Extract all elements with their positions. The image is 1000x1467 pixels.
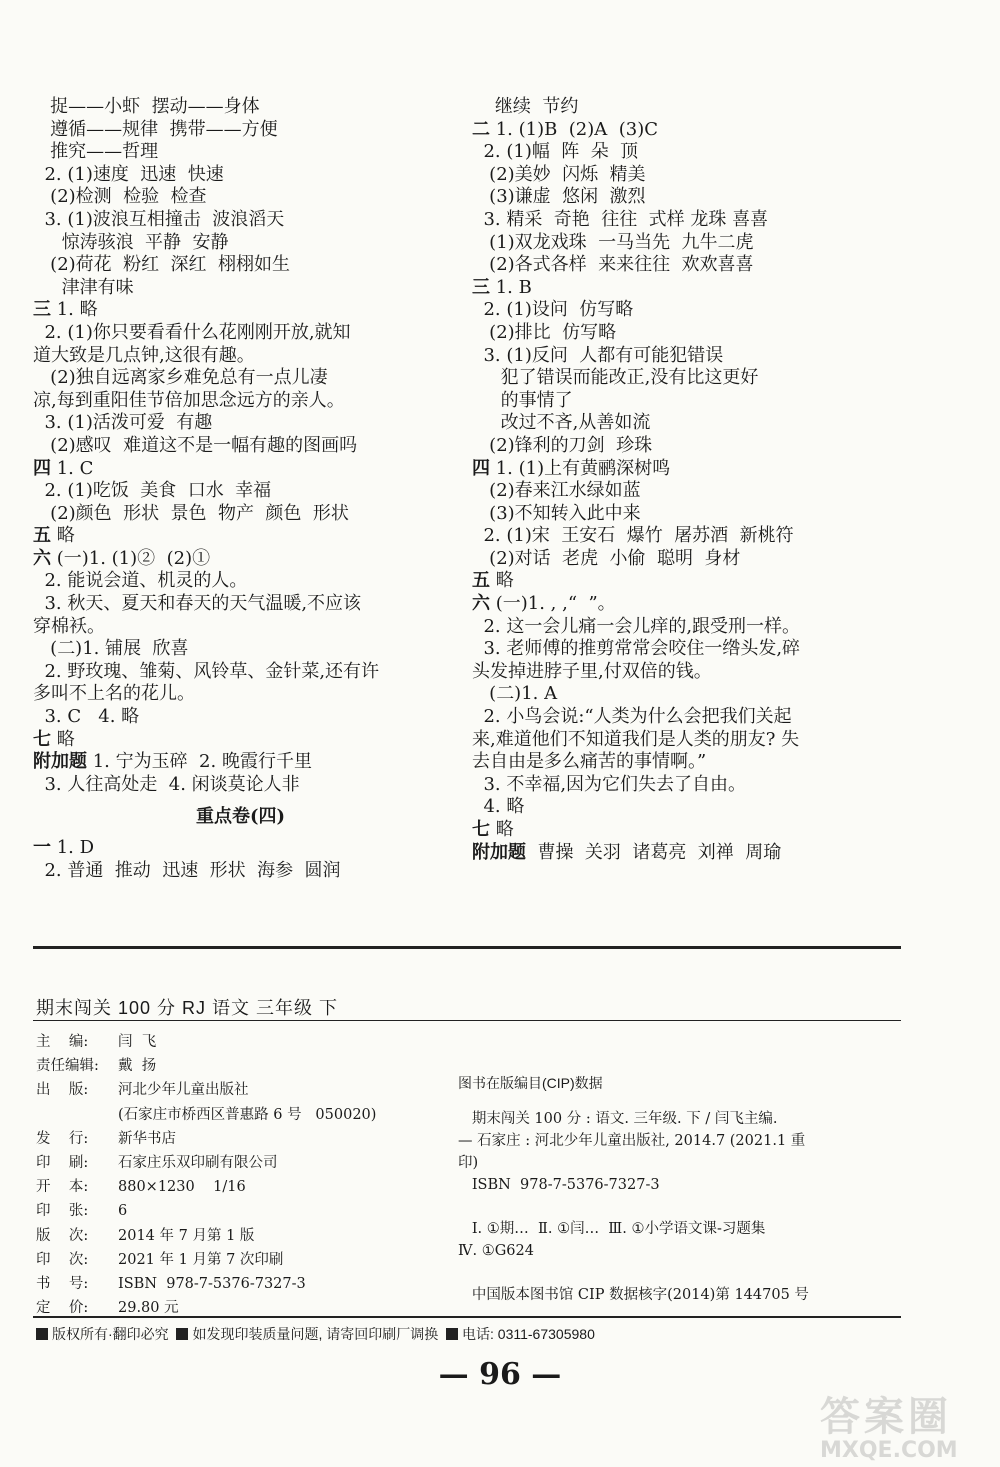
cip-row <box>458 1262 898 1284</box>
answer-line: (2)颜色 形状 景色 物产 颜色 形状 <box>33 502 349 524</box>
answer-line: 3. 精采 奇艳 往往 式样 龙珠 喜喜 <box>472 208 769 230</box>
answer-line: 犯了错误而能改正,没有比这更好 <box>472 367 759 389</box>
answer-line: (2)排比 仿写略 <box>472 321 617 343</box>
square-icon <box>446 1328 458 1340</box>
answer-line: 2. 野玫瑰、雏菊、风铃草、金针菜,还有许 <box>33 660 380 682</box>
answer-line: 推究——哲理 <box>33 141 159 163</box>
colophon-key: 发 行: <box>36 1130 89 1147</box>
answer-line: 三 1. B <box>472 276 532 298</box>
section-marker: 六 <box>472 593 490 615</box>
answer-line: 2. 能说会道、机灵的人。 <box>33 570 248 592</box>
colophon-row <box>36 1151 456 1175</box>
answer-line: 二 1. (1)B (2)A (3)C <box>472 118 658 140</box>
colophon-key: 版 次: <box>36 1227 89 1244</box>
answer-line: 四 1. (1)上有黄鹂深树鸣 <box>472 457 671 479</box>
answer-line: 多叫不上名的花儿。 <box>33 683 195 705</box>
colophon-value: 戴 扬 <box>118 1058 157 1075</box>
answer-line: 2. (1)宋 王安石 爆竹 屠苏酒 新桃符 <box>472 525 794 547</box>
answer-line: (二)1. A <box>472 683 558 705</box>
answer-line: (2)检测 检验 检查 <box>33 186 207 208</box>
answer-line: (2)锋利的刀剑 珍珠 <box>472 434 653 456</box>
colophon-value: 石家庄乐双印刷有限公司 <box>118 1154 278 1171</box>
answer-line: 2. (1)设问 仿写略 <box>472 299 634 321</box>
section-marker: 二 <box>472 118 490 140</box>
watermark-logo <box>820 1385 990 1463</box>
section-marker: 附加题 <box>472 841 526 863</box>
section-title: 重点卷(四) <box>195 806 286 828</box>
answer-line: (2)感叹 难道这不是一幅有趣的图画吗 <box>33 434 358 456</box>
section-marker: 四 <box>472 457 490 479</box>
divider-rule <box>33 946 901 949</box>
section-marker: 五 <box>472 570 490 592</box>
answer-line: 2. (1)你只要看看什么花刚刚开放,就知 <box>33 321 351 343</box>
answer-line: (2)荷花 粉红 深红 栩栩如生 <box>33 254 290 276</box>
answer-line: 六 (一)1. , ,“ ”。 <box>472 593 616 615</box>
section-marker: 七 <box>472 819 490 840</box>
cip-row: ISBN 978-7-5376-7327-3 <box>458 1177 660 1193</box>
answer-line: 3. 人往高处走 4. 闲谈莫论人非 <box>33 773 300 795</box>
cip-row: Ⅰ. ①期… Ⅱ. ①闫… Ⅲ. ①小学语文课-习题集 <box>458 1221 766 1237</box>
section-marker: 附加题 <box>33 751 87 773</box>
answer-line: 附加题 曹操 关羽 诸葛亮 刘禅 周瑜 <box>472 841 782 863</box>
colophon-key: 责任编辑: <box>36 1058 99 1075</box>
cip-row: — 石家庄 : 河北少年儿童出版社, 2014.7 (2021.1 重 <box>458 1133 806 1149</box>
colophon-key: 印 刷: <box>36 1154 89 1171</box>
answer-line: 惊涛骇浪 平静 安静 <box>33 231 229 253</box>
section-marker: 六 <box>33 547 51 569</box>
colophon-row <box>36 1199 456 1223</box>
colophon-value: 2021 年 1 月第 7 次印刷 <box>118 1251 284 1268</box>
answer-line: 4. 略 <box>472 796 525 818</box>
answer-line: 2. (1)吃饭 美食 口水 幸福 <box>33 480 272 502</box>
colophon-value: 880×1230 1/16 <box>118 1179 246 1196</box>
colophon-row <box>36 1224 456 1248</box>
answer-line: (3)不知转入此中来 <box>472 502 641 524</box>
left-answer-column <box>33 96 448 882</box>
colophon-value: 新华书店 <box>118 1130 176 1147</box>
cip-title: 图书在版编目(CIP)数据 <box>458 1075 603 1091</box>
section-marker: 三 <box>33 299 51 321</box>
page-number: — 96 — <box>438 1357 562 1392</box>
answer-line: (2)对话 老虎 小偷 聪明 身材 <box>472 547 741 569</box>
colophon-row <box>36 1054 456 1078</box>
colophon-row <box>36 1078 456 1102</box>
colophon-value: 29.80 元 <box>118 1300 179 1317</box>
cip-row: 中国版本图书馆 CIP 数据核字(2014)第 144705 号 <box>458 1287 809 1303</box>
colophon-key: 印 次: <box>36 1251 89 1268</box>
answer-line: 穿棉袄。 <box>33 615 105 637</box>
answer-line: 三 1. 略 <box>33 299 98 321</box>
answer-line: 五 略 <box>472 570 514 592</box>
watermark-url: MXQE.COM <box>820 1438 958 1463</box>
phone-text: 电话: 0311-67305980 <box>462 1326 595 1342</box>
colophon-rule <box>33 1020 901 1021</box>
square-icon <box>36 1328 48 1340</box>
answer-line: 3. (1)反问 人都有可能犯错误 <box>472 344 724 366</box>
colophon-key: 主 编: <box>36 1034 89 1050</box>
copyright-text: 版权所有·翻印必究 <box>52 1326 169 1342</box>
colophon-row <box>36 1103 456 1127</box>
colophon-key: 印 张: <box>36 1203 89 1220</box>
answer-line: 3. 秋天、夏天和春天的天气温暖,不应该 <box>33 593 362 615</box>
section-marker: 一 <box>33 837 51 858</box>
answer-line: 七 略 <box>33 728 75 750</box>
answer-line: 五 略 <box>33 525 75 547</box>
colophon-value: 河北少年儿童出版社 <box>118 1082 249 1099</box>
watermark-text: 答案圈 <box>820 1394 952 1440</box>
colophon-key: 书 号: <box>36 1275 89 1292</box>
colophon-row <box>36 1127 456 1151</box>
answer-line: (2)独自远离家乡难免总有一点儿凄 <box>33 367 328 389</box>
colophon-row <box>36 1248 456 1272</box>
answer-line: 的事情了 <box>472 389 573 411</box>
colophon-key: 开 本: <box>36 1179 89 1196</box>
answer-line: 道大致是几点钟,这很有趣。 <box>33 344 255 366</box>
answer-line: 捉——小虾 摆动——身体 <box>33 96 260 117</box>
answer-line: 3. (1)波浪互相撞击 波浪滔天 <box>33 208 285 230</box>
answer-line: 津津有味 <box>33 276 134 298</box>
section-marker: 七 <box>33 728 51 750</box>
answer-line: 七 略 <box>472 819 514 840</box>
answer-line: (2)春来江水绿如蓝 <box>472 480 641 502</box>
colophon-row <box>36 1272 456 1296</box>
colophon-value: 闫 飞 <box>118 1034 157 1050</box>
answer-line: 附加题 1. 宁为玉碎 2. 晚霞行千里 <box>33 751 312 773</box>
answer-line: (2)各式各样 来来往往 欢欢喜喜 <box>472 254 754 276</box>
answer-line: 2. (1)幅 阵 朵 顶 <box>472 141 639 163</box>
answer-line: 六 (一)1. (1)② (2)① <box>33 547 211 569</box>
colophon-value: (石家庄市桥西区普惠路 6 号 050020) <box>118 1106 377 1123</box>
answer-line: 3. (1)活泼可爱 有趣 <box>33 412 213 434</box>
answer-line: 2. 这一会儿痛一会儿痒的,跟受刑一样。 <box>472 615 801 637</box>
square-icon <box>176 1328 188 1340</box>
footer-rule <box>33 1316 901 1318</box>
answer-line: 2. 普通 推动 迅速 形状 海参 圆润 <box>33 859 341 881</box>
cip-row: 印) <box>458 1155 479 1171</box>
answer-line: 来,难道他们不知道我们是人类的朋友? 失 <box>472 728 800 750</box>
colophon-value: 2014 年 7 月第 1 版 <box>118 1227 255 1244</box>
colophon-key: 定 价: <box>36 1300 89 1317</box>
answer-line: 3. 老师傅的推剪常常会咬住一绺头发,碎 <box>472 638 801 660</box>
right-answer-column <box>472 96 912 864</box>
answer-line: 去自由是多么痛苦的事情啊。” <box>472 751 707 773</box>
answer-line: (二)1. 铺展 欣喜 <box>33 638 189 660</box>
answer-line: 头发掉进脖子里,付双倍的钱。 <box>472 660 712 682</box>
book-title: 期末闯关 100 分 RJ 语文 三年级 下 <box>36 998 339 1018</box>
answer-line: 遵循——规律 携带——方便 <box>33 118 278 140</box>
answer-line: 继续 节约 <box>472 96 579 117</box>
answer-line: (2)美妙 闪烁 精美 <box>472 163 646 185</box>
answer-line: 一 1. D <box>33 837 95 858</box>
cip-row: 期末闯关 100 分 : 语文. 三年级. 下 / 闫飞主编. <box>458 1111 778 1127</box>
colophon-value: 6 <box>118 1203 128 1220</box>
answer-line: 3. C 4. 略 <box>33 706 140 728</box>
answer-line: (1)双龙戏珠 一马当先 九牛二虎 <box>472 231 754 253</box>
colophon-value: ISBN 978-7-5376-7327-3 <box>118 1275 306 1292</box>
cip-row <box>458 1196 898 1218</box>
answer-line: 改过不吝,从善如流 <box>472 412 651 434</box>
answer-line: 2. 小鸟会说:“人类为什么会把我们关起 <box>472 706 792 728</box>
answer-line: (3)谦虚 悠闲 激烈 <box>472 186 646 208</box>
cip-block <box>458 1072 898 1306</box>
answer-line: 凉,每到重阳佳节倍加思念远方的亲人。 <box>33 389 345 411</box>
colophon-key: 出 版: <box>36 1082 89 1099</box>
section-marker: 四 <box>33 457 51 479</box>
colophon-row <box>36 1030 456 1054</box>
cip-row: Ⅳ. ①G624 <box>458 1243 534 1259</box>
colophon-row <box>36 1175 456 1199</box>
section-marker: 五 <box>33 525 51 547</box>
section-marker: 三 <box>472 276 490 298</box>
footer-line <box>36 1324 595 1344</box>
quality-notice: 如发现印装质量问题, 请寄回印刷厂调换 <box>192 1326 439 1342</box>
answer-line: 四 1. C <box>33 457 94 479</box>
answer-line: 3. 不幸福,因为它们失去了自由。 <box>472 773 747 795</box>
answer-line: 2. (1)速度 迅速 快速 <box>33 163 224 185</box>
colophon-block <box>36 1030 456 1320</box>
